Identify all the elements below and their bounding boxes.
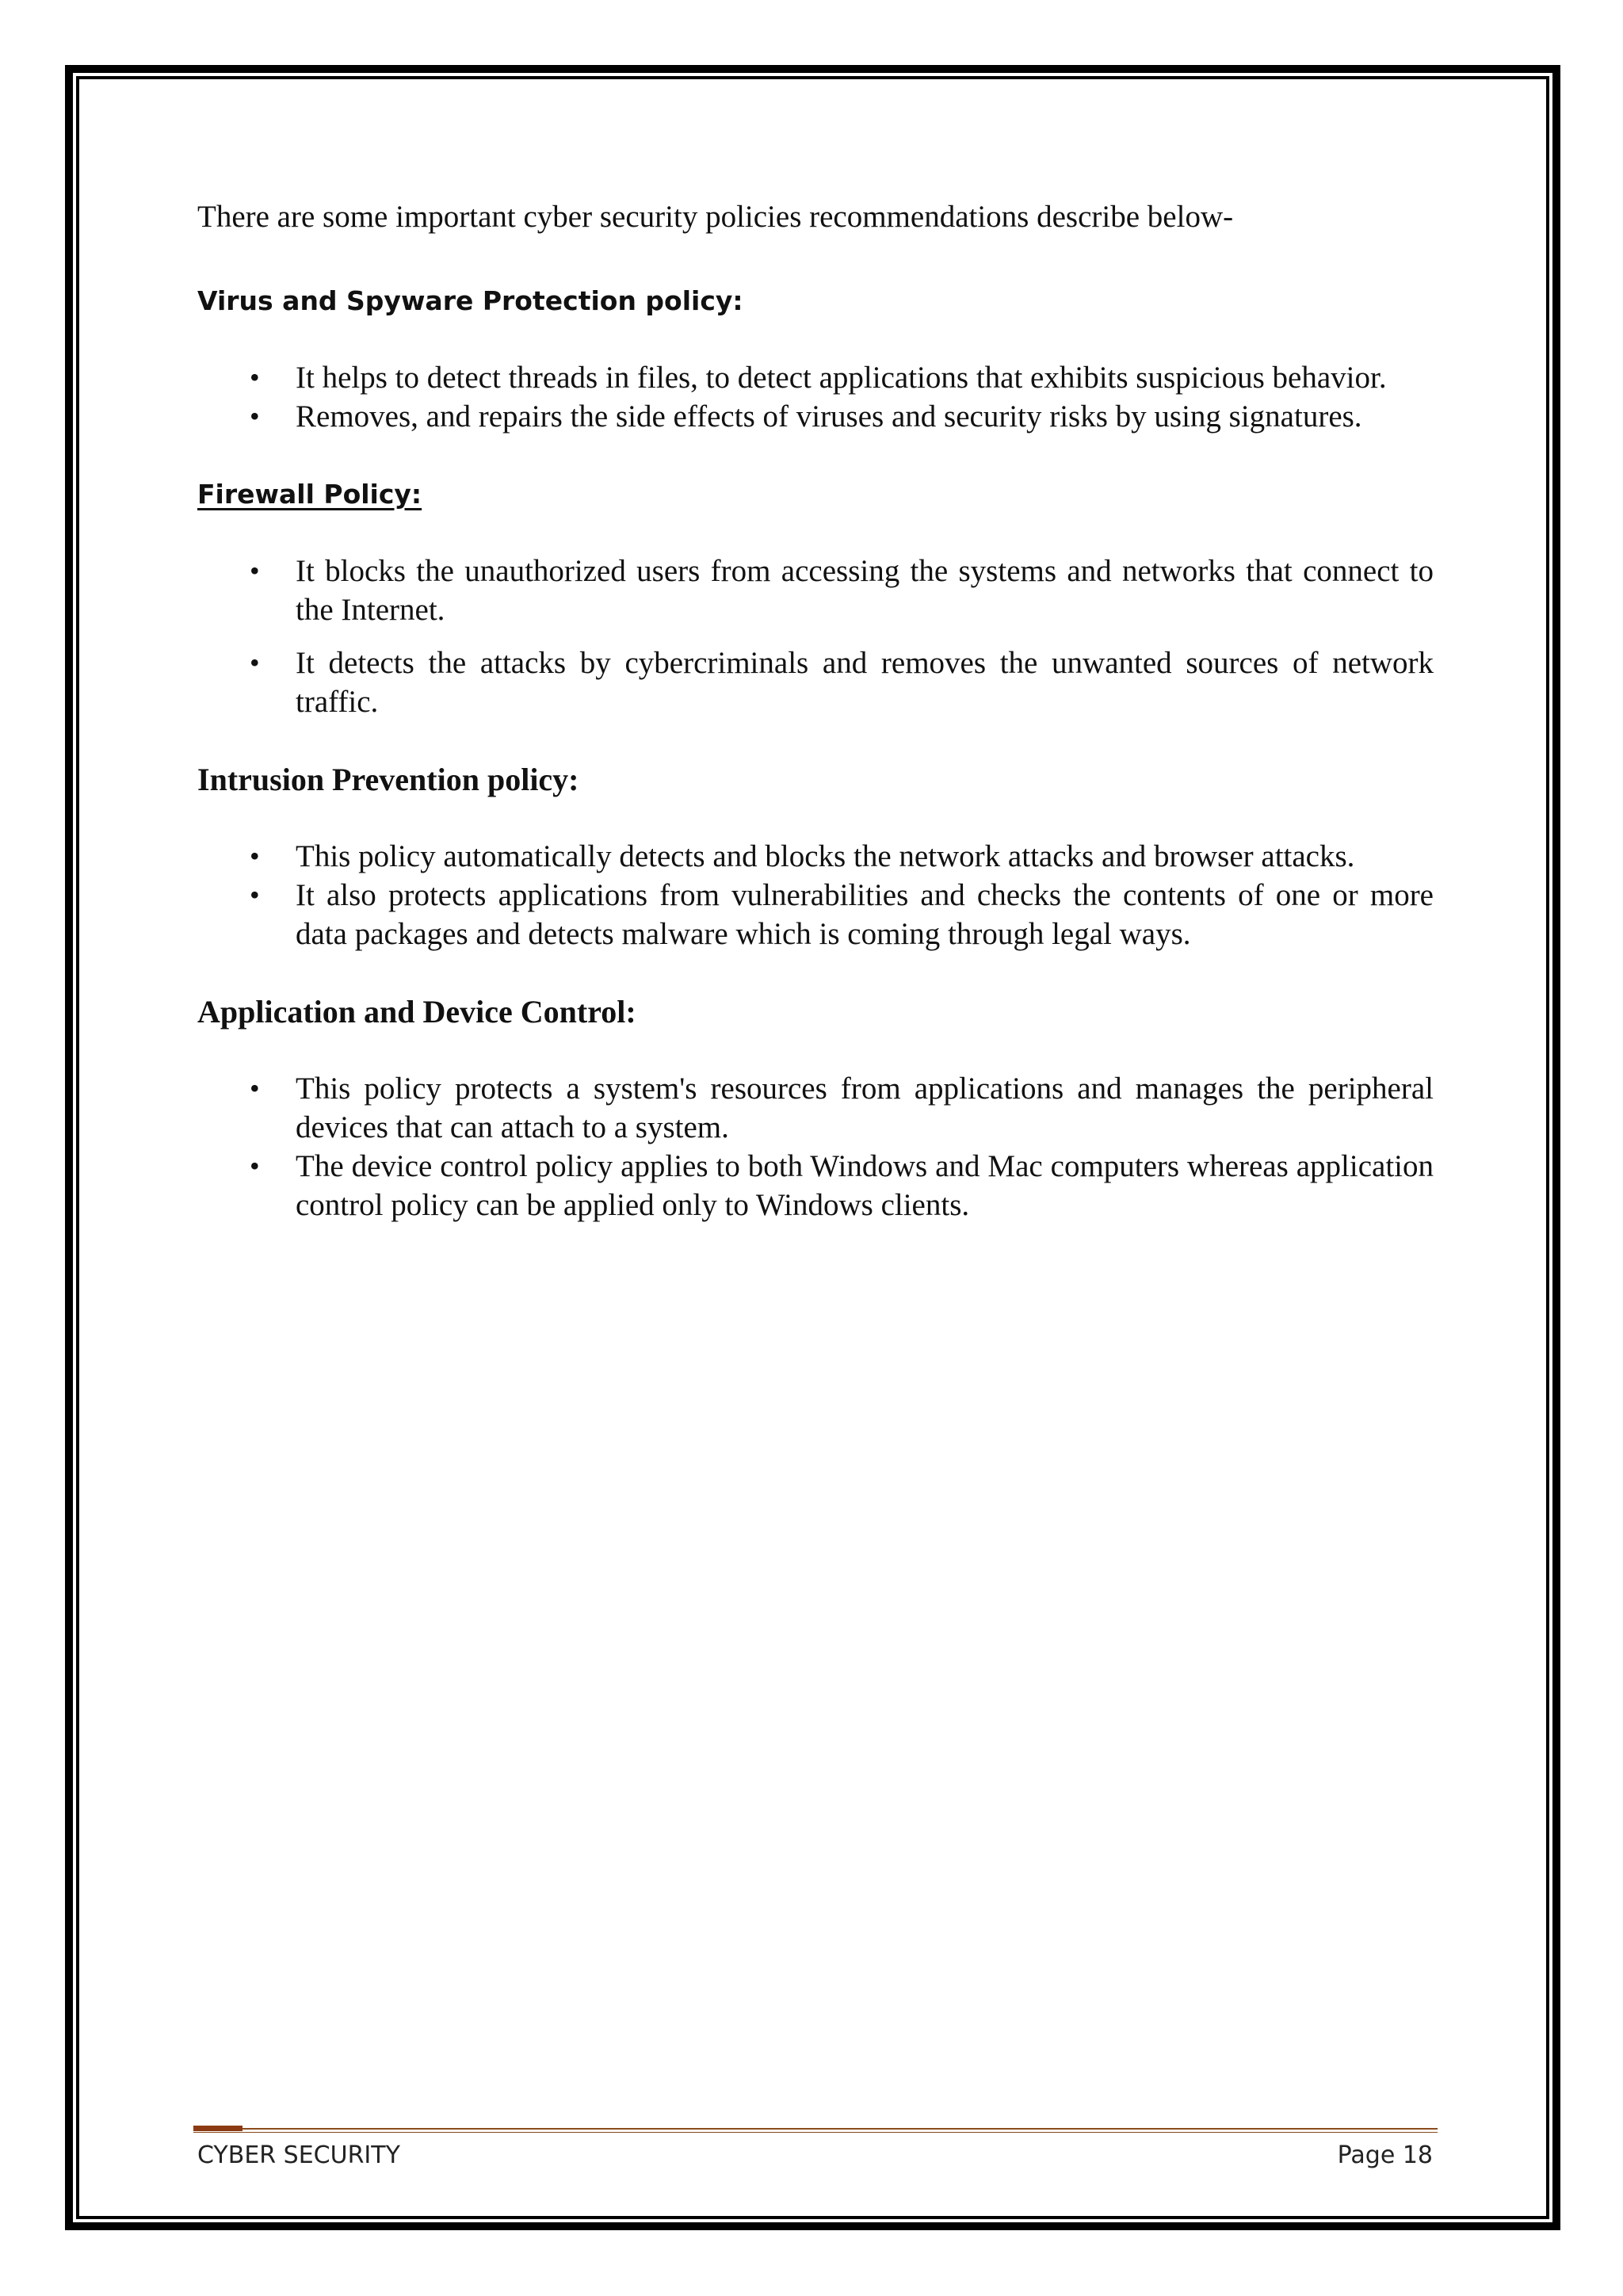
bullet-icon: • <box>250 879 260 911</box>
bullet-list-firewall <box>197 552 1434 721</box>
bullet-icon: • <box>250 1150 260 1182</box>
list-item: • The device control policy applies to both Windows and Mac computers whereas application control policy can be applied only to Windows clients. <box>197 1147 1434 1224</box>
bullet-icon: • <box>250 361 260 393</box>
bullet-list-application-device-control <box>197 1069 1434 1224</box>
bullet-icon: • <box>250 840 260 872</box>
page-number: Page 18 <box>1337 2141 1433 2169</box>
document-body <box>197 197 1434 1264</box>
list-item: • It blocks the unauthorized users from accessing the systems and networks that connect to the Internet. <box>197 552 1434 629</box>
bullet-icon: • <box>250 400 260 432</box>
bullet-list-virus-spyware <box>197 358 1434 436</box>
bullet-icon: • <box>250 1072 260 1104</box>
bullet-icon: • <box>250 647 260 678</box>
list-item: • It also protects applications from vulnerabilities and checks the contents of one or more data packages and detects malware which is coming through legal ways. <box>197 876 1434 953</box>
list-item: • This policy protects a system's resources from applications and manages the peripheral devices that can attach to a system. <box>197 1069 1434 1147</box>
list-item: • It detects the attacks by cybercriminals and removes the unwanted sources of network traffic. <box>197 644 1434 721</box>
footer-rule-line-thin <box>193 2132 1438 2133</box>
footer-rule <box>193 2126 1438 2133</box>
bullet-icon: • <box>250 555 260 586</box>
section-heading-firewall: Firewall Policy: <box>197 479 422 510</box>
list-item: • This policy automatically detects and blocks the network attacks and browser attacks. <box>197 837 1434 876</box>
list-item: • It helps to detect threads in files, to detect applications that exhibits suspicious behavior. <box>197 358 1434 397</box>
bullet-list-intrusion-prevention <box>197 837 1434 953</box>
intro-paragraph: There are some important cyber security policies recommendations describe below- <box>197 200 1234 234</box>
section-heading-application-device-control: Application and Device Control: <box>197 994 636 1030</box>
footer-rule-accent <box>193 2126 242 2131</box>
section-heading-intrusion-prevention: Intrusion Prevention policy: <box>197 762 579 797</box>
footer-rule-line <box>193 2128 1438 2130</box>
list-item: • Removes, and repairs the side effects of viruses and security risks by using signatures. <box>197 397 1434 436</box>
section-heading-virus-spyware: Virus and Spyware Protection policy: <box>197 285 743 316</box>
footer-title: CYBER SECURITY <box>197 2141 400 2169</box>
